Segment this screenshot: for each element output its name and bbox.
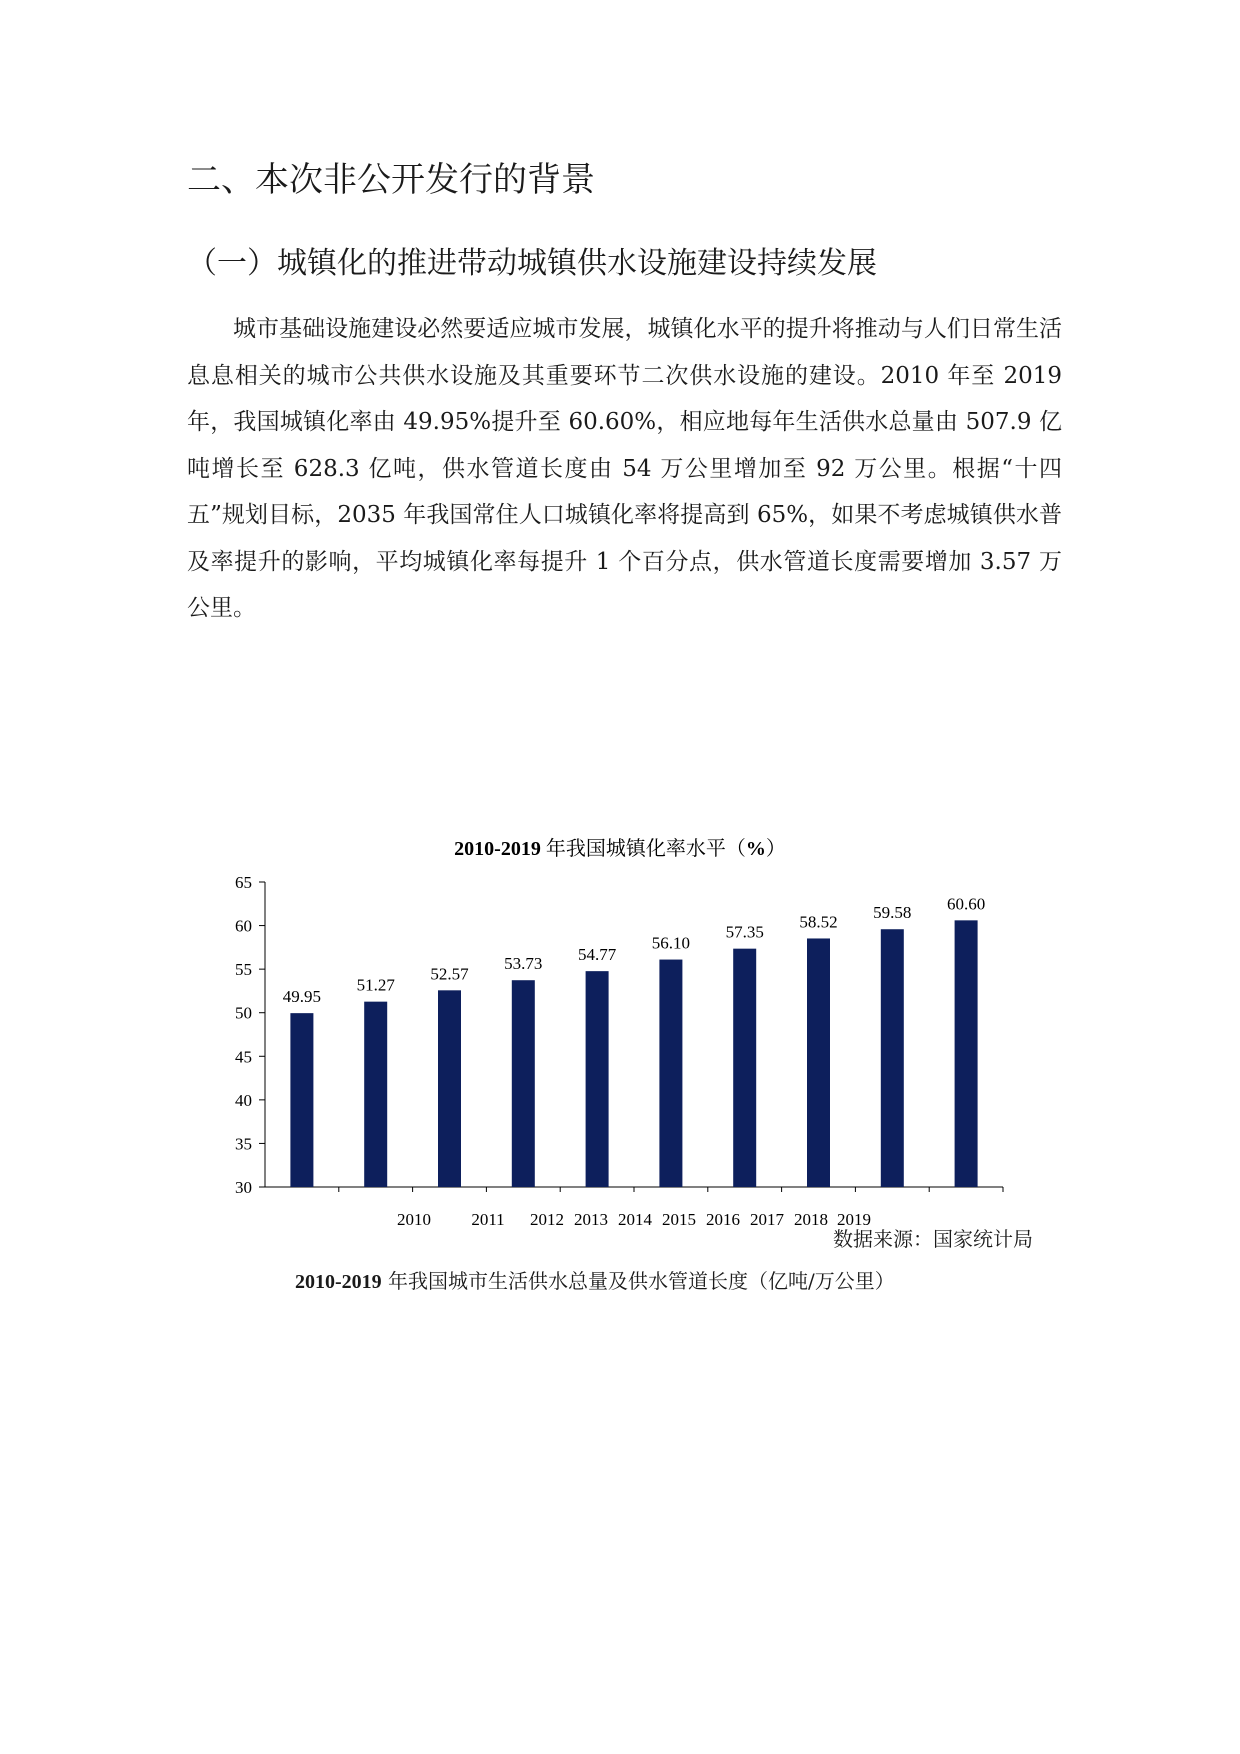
x-label-2016: 2016	[706, 1210, 740, 1229]
value-label-2018: 59.58	[873, 903, 912, 923]
chart-title-close: ）	[765, 838, 786, 860]
bar-2013	[512, 980, 535, 1187]
value-label-2012: 52.57	[430, 964, 469, 984]
bar-2017	[807, 938, 830, 1187]
bar-2010	[290, 1013, 313, 1187]
value-label-2017: 58.52	[799, 912, 838, 932]
bar-2014	[586, 971, 609, 1187]
bar-2015	[659, 960, 682, 1187]
value-label-2010: 49.95	[282, 987, 322, 1007]
bar-2011	[364, 1002, 387, 1187]
y-tick-label: 55	[235, 960, 252, 980]
paragraph-text: 城市基础设施建设必然要适应城市发展，城镇化水平的提升将推动与人们日常生活息息相关的城市公共供水设施及其重要环节二次供水设施的建设。2010 年至 2019 年，我国城镇化率由 49.95%提升至 60.60%，相应地每年生活供水总量由 507.9 亿吨增长至 628.3 亿吨，供水管道长度由 54 万公里增加至 92 万公里。根据“十四五”规划目标，2035 年我国常住人口城镇化率将提高到 65%，如果不考虑城镇供水普及率提升的影响，平均城镇化率每提升 1 个百分点，供水管道长度需要增加 3.57 万公里。	[187, 316, 1062, 621]
x-label-2015: 2015	[662, 1210, 696, 1229]
next-caption-text: 年我国城市生活供水总量及供水管道长度（亿吨/万公里）	[381, 1269, 895, 1293]
x-label-2018: 2018	[794, 1210, 828, 1229]
chart-x-labels	[397, 1210, 871, 1229]
bar-2018	[881, 929, 904, 1187]
next-caption-years: 2010-2019	[295, 1271, 382, 1293]
chart-value-labels	[283, 894, 985, 1006]
y-tick-label: 40	[235, 1090, 252, 1110]
body-paragraph	[187, 306, 1062, 632]
bar-2016	[733, 949, 756, 1187]
x-label-2010: 2010	[397, 1210, 431, 1229]
bar-2012	[438, 990, 461, 1187]
x-label-2011: 2011	[471, 1210, 505, 1229]
next-figure-caption	[295, 1265, 895, 1294]
chart-title-text: 年我国城镇化率水平（	[540, 838, 746, 860]
section-title: 二、本次非公开发行的背景	[187, 160, 595, 200]
value-label-2019: 60.60	[946, 894, 986, 914]
x-label-2013: 2013	[574, 1210, 608, 1229]
value-label-2011: 51.27	[356, 975, 395, 995]
y-tick-label: 50	[235, 1003, 252, 1023]
x-label-2019: 2019	[837, 1210, 871, 1229]
chart-title-unit: %	[745, 838, 766, 860]
value-label-2014: 54.77	[577, 945, 617, 965]
chart-title	[454, 837, 786, 860]
y-tick-label: 65	[235, 873, 252, 892]
y-tick-label: 30	[235, 1178, 252, 1197]
bar-2019	[955, 920, 978, 1187]
value-label-2013: 53.73	[504, 954, 543, 974]
y-tick-label: 45	[235, 1047, 252, 1067]
x-label-2012: 2012	[530, 1210, 564, 1229]
value-label-2016: 57.35	[725, 922, 764, 942]
chart-bars	[290, 920, 977, 1187]
subsection-title: （一）城镇化的推进带动城镇供水设施建设持续发展	[187, 246, 877, 281]
value-label-2015: 56.10	[651, 933, 691, 953]
y-tick-label: 60	[235, 916, 252, 936]
x-label-2017: 2017	[750, 1210, 784, 1229]
data-source-note: 数据来源：国家统计局	[833, 1227, 1033, 1251]
chart-svg	[0, 830, 1240, 1250]
y-tick-label: 35	[235, 1134, 252, 1154]
chart-title-years: 2010-2019	[454, 838, 541, 860]
urbanization-chart	[0, 830, 1240, 1250]
x-label-2014: 2014	[618, 1210, 652, 1229]
